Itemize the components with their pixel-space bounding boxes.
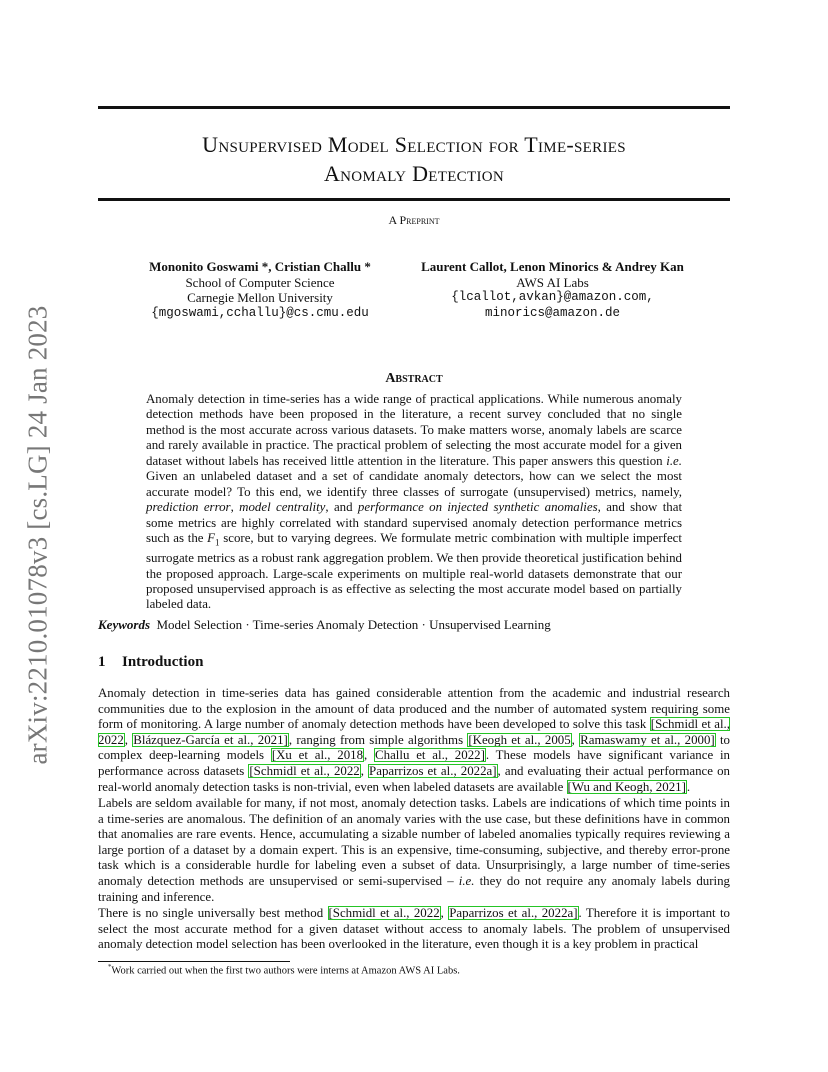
citation-link[interactable]: [Keogh et al., 2005 [468, 732, 571, 747]
paragraph-text: , [364, 748, 375, 763]
abstract-text: Given an unlabeled dataset and a set of candidate anomaly detectors, how can we select the most accurate model? To this end, we identify three classes of surrogate (unsupervised) metrics, namely, [146, 469, 682, 499]
abstract-text: , [230, 500, 240, 515]
arxiv-stamp [16, 305, 60, 765]
abstract-text: score, but to varying degrees. We formulate metric combination with multiple imperfect surrogate metrics as a robust rank aggregation problem. We then provide theoretical justification behind the proposed approach. Large-scale experiments on multiple real-world datasets demonstrate that our proposed unsupervised approach is as effective as selecting the most accurate model based on partially labeled data. [146, 531, 682, 612]
paragraph-text: , ranging from simple algorithms [288, 732, 468, 747]
author-names: Mononito Goswami *, Cristian Challu * [149, 259, 371, 274]
footnote-rule [98, 961, 290, 962]
footnote-mark: * [108, 964, 112, 971]
f1-subscript: 1 [215, 537, 220, 548]
metric-class-term: performance on injected synthetic anomalies [357, 500, 598, 515]
citation-link[interactable]: [Schmidl et al., 2022 [98, 717, 730, 747]
author-email: {lcallot,avkan}@amazon.com, [451, 290, 654, 304]
author-names: Laurent Callot, Lenon Minorics & Andrey Kan [421, 259, 684, 274]
author-block-1 [120, 259, 400, 321]
preprint-label: A Preprint [388, 213, 440, 227]
author-email: minorics@amazon.de [484, 305, 621, 320]
author-affiliation: AWS AI Labs [516, 274, 589, 290]
paper-title [98, 130, 730, 188]
citation-link[interactable]: Blázquez-García et al., 2021] [133, 732, 288, 747]
footnote-text: Work carried out when the first two authors were interns at Amazon AWS AI Labs. [111, 965, 460, 977]
paragraph-text: , [571, 732, 580, 747]
citation-link[interactable]: [Schmidl et al., 2022 [249, 763, 360, 778]
paragraph-text: . These models have significant variance in performance across datasets [98, 748, 730, 778]
section-number: 1 [98, 654, 106, 670]
title-top-rule [98, 106, 730, 109]
paragraph-text: . Therefore it is important to select the most accurate method for a given dataset without access to anomaly labels. The problem of unsupervised anomaly detection model selection has been overlooked in the literature, even though it is a key problem in practical [98, 906, 730, 952]
keywords-line [98, 617, 551, 633]
citation-link[interactable]: Challu et al., 2022] [375, 748, 485, 763]
keywords-label: Keywords [98, 617, 150, 632]
abstract-emphasis: i.e. [666, 453, 682, 468]
footnote [108, 964, 460, 977]
paragraph-text: , [440, 906, 449, 920]
intro-paragraph-1 [98, 686, 730, 795]
citation-link[interactable]: [Schmidl et al., 2022 [328, 906, 440, 920]
author-email: {mgoswami,cchallu}@cs.cmu.edu [151, 305, 369, 320]
citation-link[interactable]: Paparrizos et al., 2022a] [449, 906, 578, 920]
title-line-2: Anomaly Detection [323, 161, 505, 186]
paragraph-text: Anomaly detection in time-series data has gained considerable attention from the academic and industrial research communities due to the explosion in the amount of data produced and the number of automated system requiring some form of monitoring. A large number of anomaly detection methods have been developed to solve this task [98, 686, 730, 732]
author-affiliation: Carnegie Mellon University [187, 290, 333, 305]
citation-link[interactable]: Ramaswamy et al., 2000] [580, 732, 715, 747]
keywords-text: Model Selection · Time-series Anomaly Detection · Unsupervised Learning [156, 617, 551, 632]
paragraph-text: . [686, 779, 691, 794]
title-bottom-rule [98, 198, 730, 201]
abstract-heading: Abstract [385, 371, 443, 386]
paragraph-text: to complex deep-learning models [98, 732, 731, 763]
paragraph-text: they do not require any anomaly labels during training and inference. [98, 873, 730, 904]
title-line-1: Unsupervised Model Selection for Time-series [202, 132, 626, 157]
abstract-text: , and show that some metrics are highly correlated with standard supervised anomaly detection performance metrics such as the [146, 500, 683, 546]
paragraph-emphasis: i.e. [458, 873, 475, 888]
abstract-body [146, 392, 682, 613]
abstract-text: Anomaly detection in time-series has a wide range of practical applications. While numerous anomaly detection methods have been proposed in the literature, a recent survey concluded that no single method is the most accurate across various datasets. To make matters worse, anomaly labels are scarce and rarely available in practice. The practical problem of selecting the most accurate model for a given dataset without labels has received little attention in the literature. This paper answers this question [146, 392, 682, 468]
citation-link[interactable]: [Xu et al., 2018 [271, 748, 364, 763]
metric-class-term: prediction error [146, 500, 231, 515]
paragraph-text: There is no single universally best method [98, 906, 328, 920]
paragraph-text: Labels are seldom available for many, if not most, anomaly detection tasks. Labels are indications of which time points in a time-series are anomalous. The definition of an anomaly varies with the use case, but these definitions have in common that anomalies are rare events. Hence, accumulating a sizable number of labeled anomalies typically requires reviewing a large portion of a dataset by a domain expert. This is an expensive, time-consuming, subjective, and thereby error-prone task which is a considerable hurdle for labeling even a subset of data. Unsurprisingly, a large number of time-series anomaly detection methods are unsupervised or semi-supervised – [98, 796, 730, 888]
section-heading [98, 654, 203, 671]
intro-paragraph-2 [98, 796, 730, 905]
paragraph-text: , [360, 763, 369, 778]
metric-class-term: model centrality [239, 500, 326, 515]
arxiv-stamp-text: arXiv:2210.01078v3 [cs.LG] 24 Jan 2023 [22, 305, 53, 765]
author-block-2 [400, 259, 705, 321]
author-affiliation: School of Computer Science [185, 274, 335, 290]
paragraph-text: , and evaluating their actual performance on real-world anomaly detection tasks is non-trivial, even when labeled datasets are available [98, 763, 730, 794]
abstract-text: , and [325, 500, 358, 515]
citation-link[interactable]: Paparrizos et al., 2022a] [369, 763, 497, 778]
citation-link[interactable]: [Wu and Keogh, 2021] [567, 779, 686, 794]
intro-paragraph-3 [98, 906, 730, 953]
paragraph-text: , [124, 732, 133, 747]
f1-symbol: F [207, 531, 216, 546]
section-title: Introduction [122, 654, 204, 670]
